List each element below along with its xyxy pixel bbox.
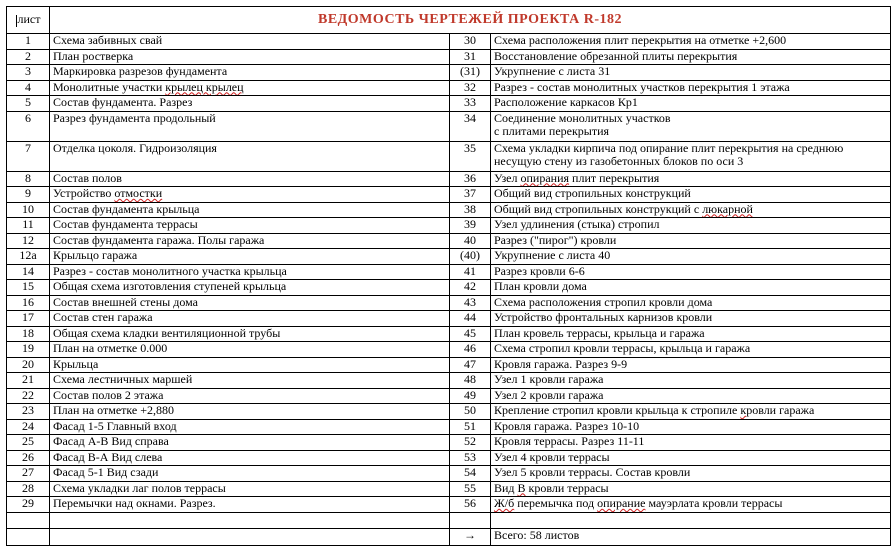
right-sheet-number: 30 bbox=[450, 34, 491, 50]
left-sheet-number: 4 bbox=[7, 80, 50, 96]
left-sheet-number: 22 bbox=[7, 388, 50, 404]
drawing-name-text: Состав полов bbox=[53, 171, 122, 185]
left-drawing-name bbox=[50, 388, 450, 404]
left-drawing-name bbox=[50, 202, 450, 218]
right-drawing-name bbox=[491, 280, 891, 296]
drawing-name-text: Общая схема изготовления ступеней крыльца bbox=[53, 279, 287, 293]
drawing-name-text: Фасад В-А Вид слева bbox=[53, 450, 163, 464]
left-sheet-number: 21 bbox=[7, 373, 50, 389]
left-sheet-number: 12а bbox=[7, 249, 50, 265]
drawing-name-text: План на отметке 0.000 bbox=[53, 341, 168, 355]
left-drawing-name bbox=[50, 404, 450, 420]
table-row bbox=[7, 34, 891, 50]
left-sheet-number: 14 bbox=[7, 264, 50, 280]
drawing-name-text: Соединение монолитных участков bbox=[494, 111, 671, 125]
text-cursor bbox=[16, 15, 17, 27]
right-drawing-name bbox=[491, 96, 891, 112]
drawing-name-text: Схема расположения плит перекрытия на отметке +2,600 bbox=[494, 33, 787, 47]
drawing-name-text: Узел 5 кровли террасы. Состав кровли bbox=[494, 465, 691, 479]
left-sheet-number: 15 bbox=[7, 280, 50, 296]
right-sheet-number: 50 bbox=[450, 404, 491, 420]
left-drawing-name bbox=[50, 233, 450, 249]
right-drawing-name bbox=[491, 80, 891, 96]
table-row bbox=[7, 187, 891, 203]
drawing-name-text: Общая схема кладки вентиляционной трубы bbox=[53, 326, 281, 340]
drawing-name-text: Расположение каркасов Кр1 bbox=[494, 95, 638, 109]
left-sheet-number: 16 bbox=[7, 295, 50, 311]
drawing-name-text: Фасад А-В Вид справа bbox=[53, 434, 169, 448]
drawing-name-text: Крыльцо гаража bbox=[53, 248, 138, 262]
left-sheet-number: 6 bbox=[7, 111, 50, 141]
left-sheet-number: 18 bbox=[7, 326, 50, 342]
right-sheet-number: 54 bbox=[450, 466, 491, 482]
left-drawing-name bbox=[50, 295, 450, 311]
drawing-name-text: Кровля гаража. Разрез 10-10 bbox=[494, 419, 640, 433]
right-drawing-name bbox=[491, 233, 891, 249]
table-row bbox=[7, 218, 891, 234]
left-drawing-name bbox=[50, 171, 450, 187]
left-sheet-number: 8 bbox=[7, 171, 50, 187]
left-drawing-name bbox=[50, 34, 450, 50]
right-drawing-name bbox=[491, 311, 891, 327]
drawing-name-text: Состав полов 2 этажа bbox=[53, 388, 164, 402]
drawing-list-body bbox=[7, 7, 891, 546]
left-drawing-name bbox=[50, 280, 450, 296]
right-drawing-name bbox=[491, 466, 891, 482]
drawing-name-text: Общий вид стропильных конструкций bbox=[494, 186, 691, 200]
left-sheet-number: 19 bbox=[7, 342, 50, 358]
right-sheet-number: (31) bbox=[450, 65, 491, 81]
table-row bbox=[7, 311, 891, 327]
table-row bbox=[7, 388, 891, 404]
drawing-name-text: Разрез - состав монолитного участка крыльца bbox=[53, 264, 287, 278]
table-row bbox=[7, 49, 891, 65]
right-sheet-number: (40) bbox=[450, 249, 491, 265]
left-drawing-name bbox=[50, 264, 450, 280]
empty-cell bbox=[7, 512, 50, 528]
drawing-name-text: Состав фундамента. Разрез bbox=[53, 95, 193, 109]
drawing-name-text: Состав стен гаража bbox=[53, 310, 153, 324]
table-row bbox=[7, 419, 891, 435]
right-drawing-name bbox=[491, 111, 891, 141]
drawing-name-text: План ростверка bbox=[53, 49, 134, 63]
header-row bbox=[7, 7, 891, 34]
right-drawing-name bbox=[491, 357, 891, 373]
left-sheet-number: 17 bbox=[7, 311, 50, 327]
table-row bbox=[7, 249, 891, 265]
left-sheet-number: 24 bbox=[7, 419, 50, 435]
table-row bbox=[7, 171, 891, 187]
right-sheet-number: 41 bbox=[450, 264, 491, 280]
right-drawing-name bbox=[491, 171, 891, 187]
drawing-name-text: Общий вид стропильных конструкций с люкарной bbox=[494, 202, 753, 216]
drawing-name-text: Отделка цоколя. Гидроизоляция bbox=[53, 141, 217, 155]
drawing-name-text: Устройство фронтальных карнизов кровли bbox=[494, 310, 713, 324]
right-sheet-number: 34 bbox=[450, 111, 491, 141]
drawing-name-text: Узел удлинения (стыка) стропил bbox=[494, 217, 660, 231]
table-row bbox=[7, 497, 891, 513]
drawing-name-text: Узел опирания плит перекрытия bbox=[494, 171, 660, 185]
drawing-name-text: Узел 4 кровли террасы bbox=[494, 450, 610, 464]
left-sheet-number: 9 bbox=[7, 187, 50, 203]
right-sheet-number: 48 bbox=[450, 373, 491, 389]
empty-cell bbox=[491, 512, 891, 528]
right-drawing-name bbox=[491, 202, 891, 218]
left-drawing-name bbox=[50, 249, 450, 265]
drawing-name-text: План на отметке +2,880 bbox=[53, 403, 175, 417]
right-drawing-name bbox=[491, 419, 891, 435]
right-drawing-name bbox=[491, 342, 891, 358]
left-drawing-name bbox=[50, 111, 450, 141]
left-sheet-number: 29 bbox=[7, 497, 50, 513]
right-sheet-number: 44 bbox=[450, 311, 491, 327]
left-drawing-name bbox=[50, 357, 450, 373]
drawing-name-text: Узел 1 кровли гаража bbox=[494, 372, 604, 386]
drawing-name-text: План кровель террасы, крыльца и гаража bbox=[494, 326, 705, 340]
right-drawing-name bbox=[491, 264, 891, 280]
right-drawing-name bbox=[491, 388, 891, 404]
drawing-name-text: Восстановление обрезанной плиты перекрытия bbox=[494, 49, 738, 63]
left-sheet-number: 3 bbox=[7, 65, 50, 81]
left-sheet-number: 28 bbox=[7, 481, 50, 497]
drawing-name-text: с плитами перекрытия bbox=[494, 124, 610, 138]
drawing-name-text: Схема расположения стропил кровли дома bbox=[494, 295, 713, 309]
drawing-name-text: Разрез - состав монолитных участков перекрытия 1 этажа bbox=[494, 80, 790, 94]
total-arrow: → bbox=[450, 528, 491, 545]
drawing-name-text: Схема стропил кровли террасы, крыльца и гаража bbox=[494, 341, 751, 355]
left-sheet-number: 25 bbox=[7, 435, 50, 451]
table-row bbox=[7, 295, 891, 311]
table-row bbox=[7, 264, 891, 280]
right-drawing-name bbox=[491, 450, 891, 466]
drawing-name-text: Узел 2 кровли гаража bbox=[494, 388, 604, 402]
left-drawing-name bbox=[50, 311, 450, 327]
right-sheet-number: 43 bbox=[450, 295, 491, 311]
right-drawing-name bbox=[491, 187, 891, 203]
right-sheet-number: 47 bbox=[450, 357, 491, 373]
table-row bbox=[7, 404, 891, 420]
left-sheet-number: 23 bbox=[7, 404, 50, 420]
right-sheet-number: 37 bbox=[450, 187, 491, 203]
left-drawing-name bbox=[50, 49, 450, 65]
right-sheet-number: 39 bbox=[450, 218, 491, 234]
right-sheet-number: 45 bbox=[450, 326, 491, 342]
table-row bbox=[7, 326, 891, 342]
right-drawing-name bbox=[491, 373, 891, 389]
total-row bbox=[7, 528, 891, 545]
right-drawing-name bbox=[491, 249, 891, 265]
drawing-name-text: Устройство отмостки bbox=[53, 186, 163, 200]
table-row bbox=[7, 96, 891, 112]
total-count: Всего: 58 листов bbox=[491, 528, 891, 545]
table-row bbox=[7, 450, 891, 466]
table-row bbox=[7, 481, 891, 497]
empty-cell bbox=[50, 528, 450, 545]
left-sheet-number: 10 bbox=[7, 202, 50, 218]
drawing-name-text: Состав фундамента гаража. Полы гаража bbox=[53, 233, 265, 247]
left-drawing-name bbox=[50, 450, 450, 466]
left-sheet-number: 27 bbox=[7, 466, 50, 482]
left-drawing-name bbox=[50, 481, 450, 497]
left-drawing-name bbox=[50, 466, 450, 482]
left-drawing-name bbox=[50, 326, 450, 342]
drawing-name-text: Состав фундамента террасы bbox=[53, 217, 198, 231]
drawing-name-text: Кровля гаража. Разрез 9-9 bbox=[494, 357, 628, 371]
right-drawing-name bbox=[491, 326, 891, 342]
right-drawing-name bbox=[491, 49, 891, 65]
blank-row bbox=[7, 512, 891, 528]
left-drawing-name bbox=[50, 65, 450, 81]
right-sheet-number: 52 bbox=[450, 435, 491, 451]
left-drawing-name bbox=[50, 187, 450, 203]
table-row bbox=[7, 280, 891, 296]
left-sheet-number: 26 bbox=[7, 450, 50, 466]
left-drawing-name bbox=[50, 497, 450, 513]
left-drawing-name bbox=[50, 435, 450, 451]
drawing-name-text: Укрупнение с листа 40 bbox=[494, 248, 611, 262]
drawing-name-text: Вид В кровли террасы bbox=[494, 481, 609, 495]
drawing-name-text: Маркировка разрезов фундамента bbox=[53, 64, 228, 78]
drawing-name-text: Состав фундамента крыльца bbox=[53, 202, 200, 216]
left-drawing-name bbox=[50, 342, 450, 358]
right-drawing-name bbox=[491, 404, 891, 420]
right-sheet-number: 38 bbox=[450, 202, 491, 218]
drawing-name-text: Ж/б перемычка под опирание мауэрлата кровли террасы bbox=[494, 496, 783, 510]
table-row bbox=[7, 357, 891, 373]
left-drawing-name bbox=[50, 419, 450, 435]
right-drawing-name bbox=[491, 218, 891, 234]
drawing-name-text: Схема забивных свай bbox=[53, 33, 163, 47]
drawing-name-text: Монолитные участки крылец крылец bbox=[53, 80, 244, 94]
left-sheet-number: 2 bbox=[7, 49, 50, 65]
left-drawing-name bbox=[50, 96, 450, 112]
drawing-name-text: Фасад 5-1 Вид сзади bbox=[53, 465, 159, 479]
right-sheet-number: 55 bbox=[450, 481, 491, 497]
right-drawing-name bbox=[491, 65, 891, 81]
drawing-name-text: Крыльца bbox=[53, 357, 99, 371]
right-sheet-number: 56 bbox=[450, 497, 491, 513]
drawing-name-text: Фасад 1-5 Главный вход bbox=[53, 419, 177, 433]
left-sheet-number: 7 bbox=[7, 141, 50, 171]
right-sheet-number: 53 bbox=[450, 450, 491, 466]
right-sheet-number: 36 bbox=[450, 171, 491, 187]
right-drawing-name bbox=[491, 141, 891, 171]
drawing-name-text: Схема укладки лаг полов террасы bbox=[53, 481, 226, 495]
drawing-list-sheet bbox=[6, 6, 890, 546]
drawing-name-text: Схема укладки кирпича под опирание плит перекрытия на среднюю bbox=[494, 141, 844, 155]
right-sheet-number: 32 bbox=[450, 80, 491, 96]
table-row bbox=[7, 373, 891, 389]
left-sheet-number: 12 bbox=[7, 233, 50, 249]
drawing-name-text: Крепление стропил кровли крыльца к стропиле кровли гаража bbox=[494, 403, 815, 417]
drawing-name-text: Кровля террасы. Разрез 11-11 bbox=[494, 434, 645, 448]
empty-cell bbox=[50, 512, 450, 528]
left-drawing-name bbox=[50, 373, 450, 389]
empty-cell bbox=[450, 512, 491, 528]
drawing-name-text: несущую стену из газобетонных блоков по оси 3 bbox=[494, 154, 744, 168]
table-row bbox=[7, 466, 891, 482]
drawing-name-text: Разрез кровли 6-6 bbox=[494, 264, 585, 278]
table-row bbox=[7, 233, 891, 249]
drawing-name-text: Перемычки над окнами. Разрез. bbox=[53, 496, 216, 510]
left-sheet-number: 1 bbox=[7, 34, 50, 50]
left-drawing-name bbox=[50, 80, 450, 96]
table-row bbox=[7, 342, 891, 358]
left-sheet-number: 20 bbox=[7, 357, 50, 373]
table-row bbox=[7, 111, 891, 141]
right-sheet-number: 51 bbox=[450, 419, 491, 435]
right-drawing-name bbox=[491, 34, 891, 50]
drawing-name-text: Схема лестничных маршей bbox=[53, 372, 193, 386]
left-sheet-number: 5 bbox=[7, 96, 50, 112]
drawing-name-text: Состав внешней стены дома bbox=[53, 295, 198, 309]
left-sheet-number: 11 bbox=[7, 218, 50, 234]
empty-cell bbox=[7, 528, 50, 545]
drawing-name-text: Укрупнение с листа 31 bbox=[494, 64, 611, 78]
table-row bbox=[7, 435, 891, 451]
right-sheet-number: 33 bbox=[450, 96, 491, 112]
right-sheet-number: 46 bbox=[450, 342, 491, 358]
right-sheet-number: 40 bbox=[450, 233, 491, 249]
right-sheet-number: 49 bbox=[450, 388, 491, 404]
table-row bbox=[7, 65, 891, 81]
right-sheet-number: 42 bbox=[450, 280, 491, 296]
drawing-list-table bbox=[6, 6, 891, 546]
left-drawing-name bbox=[50, 141, 450, 171]
left-drawing-name bbox=[50, 218, 450, 234]
right-drawing-name bbox=[491, 481, 891, 497]
table-row bbox=[7, 202, 891, 218]
drawing-name-text: Разрез ("пирог") кровли bbox=[494, 233, 617, 247]
table-row bbox=[7, 141, 891, 171]
right-drawing-name bbox=[491, 497, 891, 513]
drawing-name-text: План кровли дома bbox=[494, 279, 587, 293]
table-row bbox=[7, 80, 891, 96]
right-drawing-name bbox=[491, 295, 891, 311]
right-sheet-number: 31 bbox=[450, 49, 491, 65]
sheet-column-header: лист bbox=[7, 7, 50, 34]
document-title: ВЕДОМОСТЬ ЧЕРТЕЖЕЙ ПРОЕКТА R-182 bbox=[50, 7, 891, 34]
drawing-name-text: Разрез фундамента продольный bbox=[53, 111, 216, 125]
right-sheet-number: 35 bbox=[450, 141, 491, 171]
right-drawing-name bbox=[491, 435, 891, 451]
